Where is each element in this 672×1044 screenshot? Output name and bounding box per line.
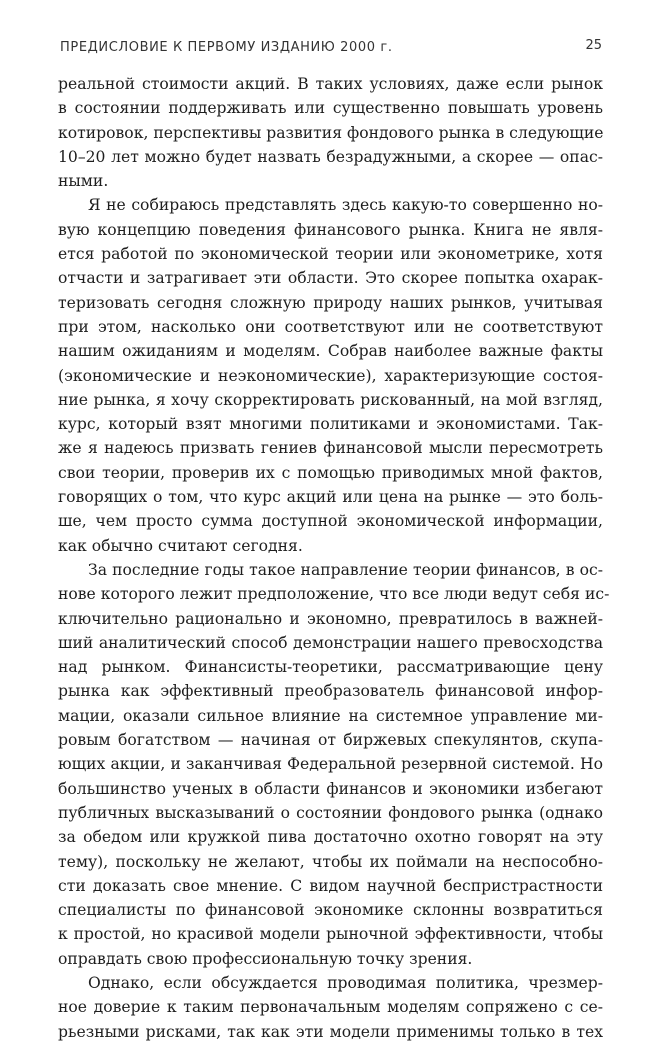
text-line: За последние годы такое направление теории финансов, в ос- (88, 560, 603, 579)
text-line: реальной стоимости акций. В таких условиях, даже если рынок (58, 75, 603, 93)
text-line: ший аналитический способ демонстрации нашего превосходства (58, 633, 603, 652)
text-line: Однако, если обсуждается проводимая политика, чрезмер- (88, 973, 603, 992)
text-line: отчасти и затрагивает эти области. Это скорее попытка охарак- (58, 269, 603, 288)
running-head: ПРЕДИСЛОВИЕ К ПЕРВОМУ ИЗДАНИЮ 2000 г. (60, 40, 393, 55)
text-line: ется работой по экономической теории или эконометрике, хотя (58, 245, 603, 264)
text-line: ключительно рационально и экономно, превратилось в важней- (58, 609, 603, 628)
text-line: за обедом или кружкой пива достаточно охотно говорят на эту (58, 828, 603, 847)
text-line: курс, который взят многими политиками и экономистами. Так- (58, 415, 603, 434)
body-text (58, 72, 610, 1044)
text-line: нашим ожиданиям и моделям. Собрав наиболее важные факты (58, 342, 603, 361)
text-line: рьезными рисками, так как эти модели применимы только в тех (58, 1022, 603, 1041)
text-line: тему), поскольку не желают, чтобы их поймали на неспособно- (58, 852, 603, 871)
text-line: большинство ученых в области финансов и экономики избегают (58, 779, 603, 798)
text-line: рынка как эффективный преобразователь финансовой инфор- (58, 682, 603, 701)
text-line: ное доверие к таким первоначальным моделям сопряжено с се- (58, 998, 603, 1017)
text-line: ровым богатством — начиная от биржевых спекулянтов, скупа- (58, 731, 603, 750)
text-line: котировок, перспективы развития фондового рынка в следующие (58, 123, 604, 142)
text-line: сти доказать свое мнение. С видом научной беспристрастности (58, 876, 603, 895)
text-line: же я надеюсь призвать гениев финансовой мысли пересмотреть (58, 439, 603, 458)
text-line: нове которого лежит предположение, что все люди ведут себя ис- (58, 585, 610, 604)
text-line: теризовать сегодня сложную природу наших рынков, учитывая (58, 293, 603, 312)
text-line: мации, оказали сильное влияние на системное управление ми- (58, 706, 603, 725)
text-line: 10–20 лет можно будет назвать безрадужными, а скорее — опас- (58, 147, 603, 166)
text-line: при этом, насколько они соответствуют или не соответствуют (58, 317, 603, 336)
text-line: ными. (58, 172, 109, 191)
text-line: к простой, но красивой модели рыночной эффективности, чтобы (58, 925, 603, 944)
text-line: вую концепцию поведения финансового рынка. Книга не явля- (58, 220, 603, 239)
text-line: ше, чем просто сумма доступной экономической информации, (58, 512, 603, 531)
text-line: публичных высказываний о состоянии фондового рынка (однако (58, 803, 603, 822)
text-line: в состоянии поддерживать или существенно повышать уровень (58, 99, 603, 118)
text-line: ние рынка, я хочу скорректировать рискованный, на мой взгляд, (58, 390, 603, 409)
text-line: (экономические и неэкономические), характеризующие состоя- (58, 366, 603, 385)
text-line: свои теории, проверив их с помощью приводимых мной фактов, (58, 463, 603, 482)
text-line: ющих акции, и заканчивая Федеральной резервной системой. Но (58, 755, 603, 774)
page-number: 25 (585, 38, 602, 53)
text-line: оправдать свою профессиональную точку зрения. (58, 949, 473, 968)
text-line: над рынком. Финансисты-теоретики, рассматривающие цену (58, 658, 603, 677)
text-line: как обычно считают сегодня. (58, 536, 303, 555)
text-line: Я не собираюсь представлять здесь какую-то совершенно но- (88, 196, 603, 215)
text-line: специалисты по финансовой экономике склонны возвратиться (58, 901, 603, 920)
text-line: говорящих о том, что курс акций или цена на рынке — это боль- (58, 488, 603, 507)
